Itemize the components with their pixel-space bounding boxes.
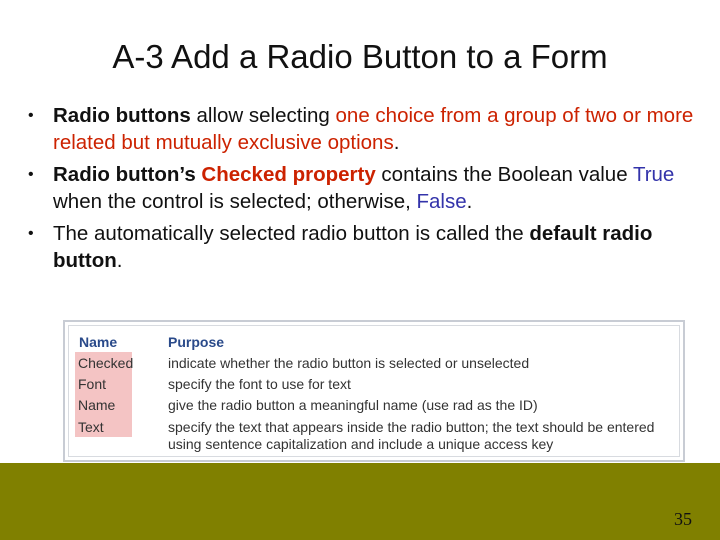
- bullet-list: [22, 102, 702, 279]
- bullet-dot-icon: •: [28, 225, 34, 242]
- page-number: 35: [674, 509, 692, 529]
- bullet-item: [22, 161, 702, 215]
- bullet-text: .: [116, 249, 123, 272]
- slide-title: A-3 Add a Radio Button to a Form: [112, 38, 608, 75]
- row-purpose-cell: specify the font to use for text: [168, 376, 351, 392]
- bullet-text-boolean: True: [632, 163, 675, 186]
- bullet-text: .: [393, 131, 400, 154]
- header-purpose: Purpose: [168, 334, 225, 350]
- bullet-dot-icon: •: [28, 107, 34, 124]
- header-name: Name: [79, 334, 118, 350]
- bullet-text: Radio button’s: [53, 163, 202, 186]
- row-purpose-cell-continued: using sentence capitalization and include a unique access key: [168, 436, 554, 452]
- bullet-text-highlight: Checked property: [201, 163, 376, 186]
- bullet-text: allow selecting: [190, 104, 336, 127]
- bullet-text-highlight: one choice from a group of two or more related but mutually exclusive options: [53, 104, 694, 154]
- bullet-text-bold: default radio button: [53, 222, 653, 272]
- bullet-text: contains the Boolean value: [375, 163, 633, 186]
- bullet-item: [22, 102, 702, 156]
- bullet-dot-icon: •: [28, 166, 34, 183]
- row-name-cell: Checked: [78, 355, 134, 371]
- row-name-cell: Text: [78, 419, 104, 435]
- row-purpose-cell: give the radio button a meaningful name (use rad as the ID): [168, 397, 538, 413]
- row-name-cell: Font: [78, 376, 107, 392]
- row-purpose-cell: specify the text that appears inside the radio button; the text should be entered: [168, 419, 655, 435]
- row-purpose-cell: indicate whether the radio button is selected or unselected: [168, 355, 530, 371]
- bullet-text: when the control is selected; otherwise,: [53, 190, 417, 213]
- footer-bar: [0, 463, 720, 540]
- bullet-text: .: [466, 190, 473, 213]
- bullet-text-boolean: False: [416, 190, 467, 213]
- bullet-item: [22, 220, 702, 274]
- bullet-text: The automatically selected radio button is called the: [53, 222, 530, 245]
- row-name-cell: Name: [78, 397, 116, 413]
- bullet-text: Radio buttons: [53, 104, 191, 127]
